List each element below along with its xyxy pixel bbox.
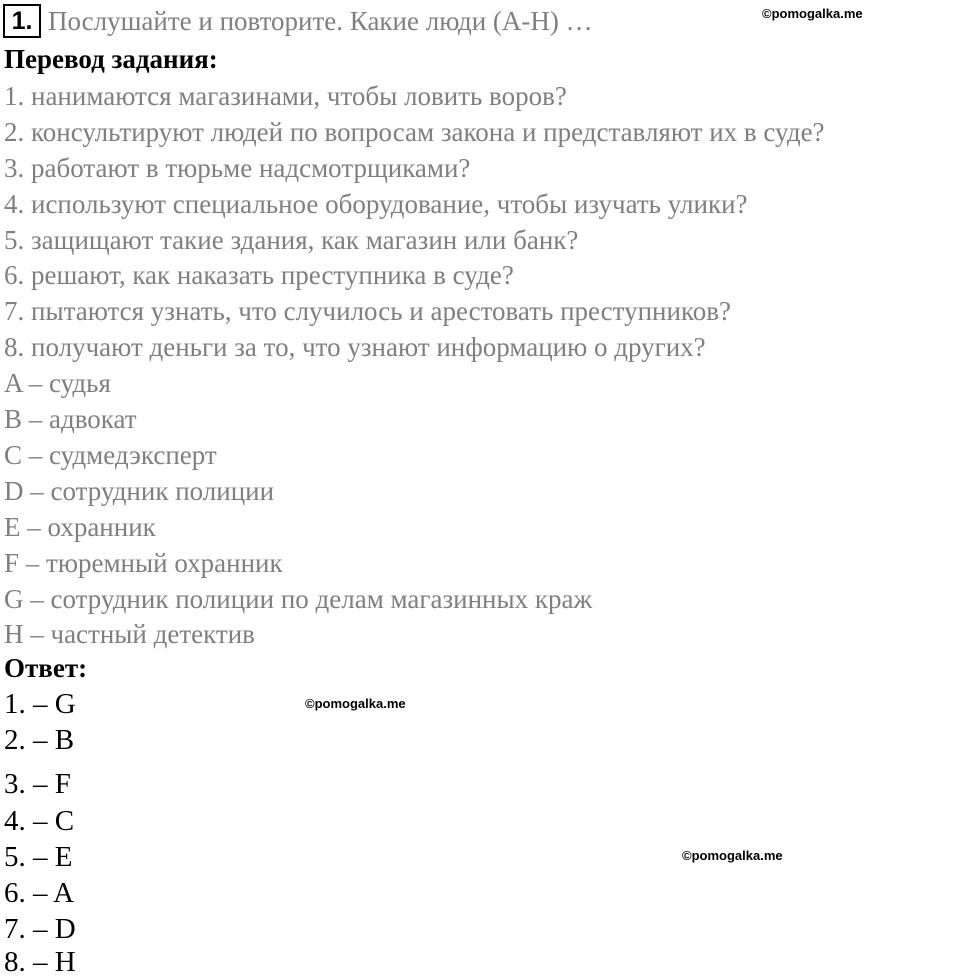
question-8: 8. получают деньги за то, что узнают информацию о других? xyxy=(4,332,706,362)
option-e: E – охранник xyxy=(4,512,156,542)
question-3: 3. работают в тюрьме надсмотрщиками? xyxy=(4,153,471,183)
option-g: G – сотрудник полиции по делам магазинных краж xyxy=(4,584,593,614)
translation-heading: Перевод задания: xyxy=(4,44,218,74)
question-7: 7. пытаются узнать, что случилось и арестовать преступников? xyxy=(4,296,731,326)
question-2: 2. консультируют людей по вопросам закона и представляют их в суде? xyxy=(4,117,825,147)
answer-4: 4. – C xyxy=(4,805,75,837)
answer-7: 7. – D xyxy=(4,913,76,945)
answer-heading: Ответ: xyxy=(4,653,88,683)
task-number: 1. xyxy=(3,4,41,38)
option-f: F – тюремный охранник xyxy=(4,548,283,578)
answer-1: 1. – G xyxy=(4,688,76,720)
question-1: 1. нанимаются магазинами, чтобы ловить воров? xyxy=(4,81,567,111)
watermark-lower: ©pomogalka.me xyxy=(682,848,783,863)
question-6: 6. решают, как наказать преступника в суде? xyxy=(4,260,514,290)
option-b: B – адвокат xyxy=(4,404,137,434)
answer-5: 5. – E xyxy=(4,841,73,873)
task-title: Послушайте и повторите. Какие люди (A-H) … xyxy=(48,6,593,36)
question-4: 4. используют специальное оборудование, чтобы изучать улики? xyxy=(4,189,748,219)
answer-8: 8. – H xyxy=(4,946,76,978)
watermark-middle: ©pomogalka.me xyxy=(305,696,406,711)
answer-2: 2. – B xyxy=(4,724,75,756)
option-a: A – судья xyxy=(4,368,111,398)
watermark-top: ©pomogalka.me xyxy=(762,6,863,21)
question-5: 5. защищают такие здания, как магазин или банк? xyxy=(4,225,579,255)
answer-6: 6. – A xyxy=(4,877,75,909)
option-d: D – сотрудник полиции xyxy=(4,476,275,506)
option-c: C – судмедэксперт xyxy=(4,440,217,470)
option-h: H – частный детектив xyxy=(4,619,255,649)
answer-3: 3. – F xyxy=(4,768,71,800)
